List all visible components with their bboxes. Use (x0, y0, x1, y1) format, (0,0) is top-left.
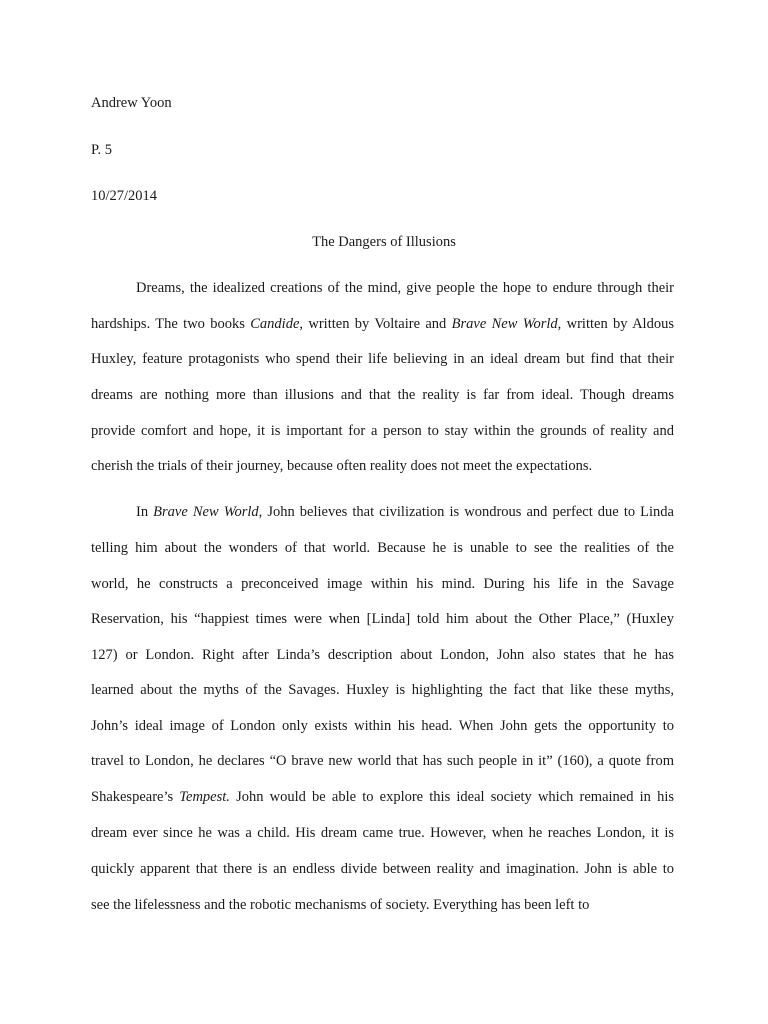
paragraph-line: In Brave New World, John believes that civilization is wondrous and perfect due to Linda (136, 504, 674, 520)
paragraph-line: 127) or London. Right after Linda’s description about London, John also states that he has (91, 647, 674, 663)
paragraph-line: travel to London, he declares “O brave new world that has such people in it” (160), a quote from (91, 753, 674, 769)
play-title-tempest: Tempest. (179, 789, 230, 805)
date: 10/27/2014 (91, 188, 158, 204)
paragraph-line: Dreams, the idealized creations of the mind, give people the hope to endure through their (136, 280, 674, 296)
paragraph-line: cherish the trials of their journey, because often reality does not meet the expectations. (91, 458, 593, 474)
paragraph-line: provide comfort and hope, it is important for a person to stay within the grounds of reality and (91, 423, 674, 439)
paragraph-line: telling him about the wonders of that world. Because he is unable to see the realities of the (91, 540, 674, 556)
book-title-brave-new-world: Brave New World (451, 316, 558, 332)
paragraph-line: hardships. The two books Candide, written by Voltaire and Brave New World, written by Aldous (91, 316, 674, 332)
class-period: P. 5 (91, 142, 112, 158)
book-title-candide: Candide (250, 316, 300, 332)
paragraph-line: Reservation, his “happiest times were when [Linda] told him about the Other Place,” (Huxley (91, 611, 674, 627)
paragraph-line: see the lifelessness and the robotic mechanisms of society. Everything has been left to (91, 897, 590, 913)
paragraph-line: dreams are nothing more than illusions and that the reality is far from ideal. Though dreams (91, 387, 674, 403)
paragraph-line: learned about the myths of the Savages. Huxley is highlighting the fact that like these myths, (91, 682, 674, 698)
paragraph-line: Huxley, feature protagonists who spend their life believing in an ideal dream but find that their (91, 351, 674, 367)
paragraph-line: Shakespeare’s Tempest. John would be able to explore this ideal society which remained in his (91, 789, 674, 805)
paragraph-line: quickly apparent that there is an endless divide between reality and imagination. John is able to (91, 861, 674, 877)
essay-title: The Dangers of Illusions (312, 234, 456, 250)
paragraph-line: world, he constructs a preconceived image within his mind. During his life in the Savage (91, 576, 674, 592)
paragraph-line: dream ever since he was a child. His dream came true. However, when he reaches London, it is (91, 825, 674, 841)
author-name: Andrew Yoon (91, 95, 172, 111)
paragraph-line: John’s ideal image of London only exists within his head. When John gets the opportunity to (91, 718, 674, 734)
book-title-brave-new-world: Brave New World (153, 504, 259, 520)
